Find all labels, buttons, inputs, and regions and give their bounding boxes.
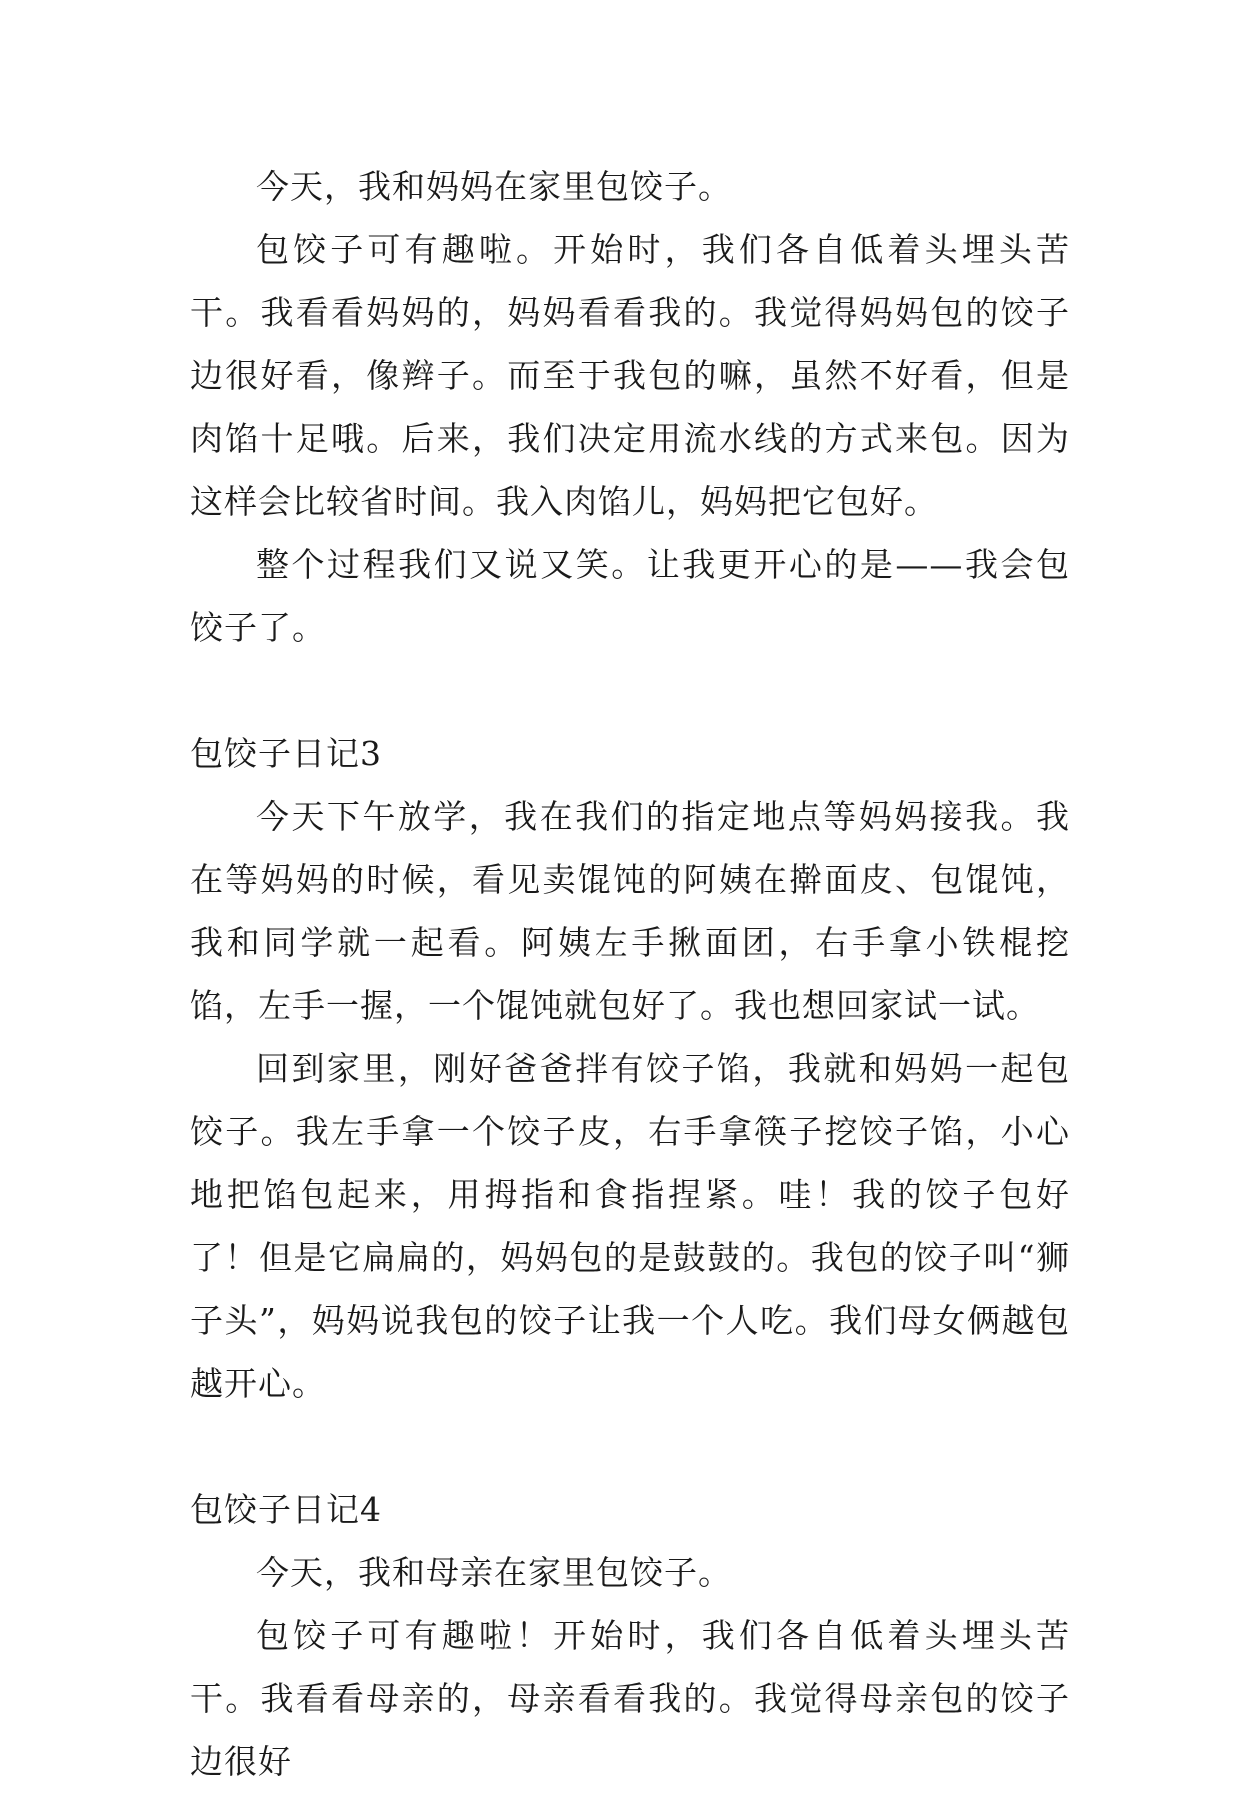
paragraph: 整个过程我们又说又笑。让我更开心的是——我会包饺子了。 xyxy=(190,545,1070,647)
section-heading: 包饺子日记3 xyxy=(190,734,382,773)
paragraph: 今天，我和妈妈在家里包饺子。 xyxy=(256,167,732,206)
paragraph: 包饺子可有趣啦！开始时，我们各自低着头埋头苦干。我看看母亲的，母亲看看我的。我觉得母亲包的饺子边很好 xyxy=(190,1616,1070,1781)
section-spacer xyxy=(190,1415,1070,1478)
paragraph: 包饺子可有趣啦。开始时，我们各自低着头埋头苦干。我看看妈妈的，妈妈看看我的。我觉得妈妈包的饺子边很好看，像辫子。而至于我包的嘛，虽然不好看，但是肉馅十足哦。后来，我们决定用流水线的方式来包。因为这样会比较省时间。我入肉馅儿，妈妈把它包好。 xyxy=(190,230,1070,521)
paragraph: 回到家里，刚好爸爸拌有饺子馅，我就和妈妈一起包饺子。我左手拿一个饺子皮，右手拿筷子挖饺子馅，小心地把馅包起来，用拇指和食指捏紧。哇！我的饺子包好了！但是它扁扁的，妈妈包的是鼓鼓的。我包的饺子叫“狮子头”，妈妈说我包的饺子让我一个人吃。我们母女俩越包越开心。 xyxy=(190,1049,1070,1403)
paragraph: 今天下午放学，我在我们的指定地点等妈妈接我。我在等妈妈的时候，看见卖馄饨的阿姨在擀面皮、包馄饨，我和同学就一起看。阿姨左手揪面团，右手拿小铁棍挖馅，左手一握，一个馄饨就包好了。我也想回家试一试。 xyxy=(190,797,1070,1025)
section-diary-3 xyxy=(190,722,1070,1415)
section-diary-2 xyxy=(190,155,1070,659)
paragraph: 今天，我和母亲在家里包饺子。 xyxy=(256,1553,732,1592)
section-spacer xyxy=(190,659,1070,722)
section-heading: 包饺子日记4 xyxy=(190,1490,382,1529)
section-diary-4 xyxy=(190,1478,1070,1793)
document-body xyxy=(190,155,1070,1793)
